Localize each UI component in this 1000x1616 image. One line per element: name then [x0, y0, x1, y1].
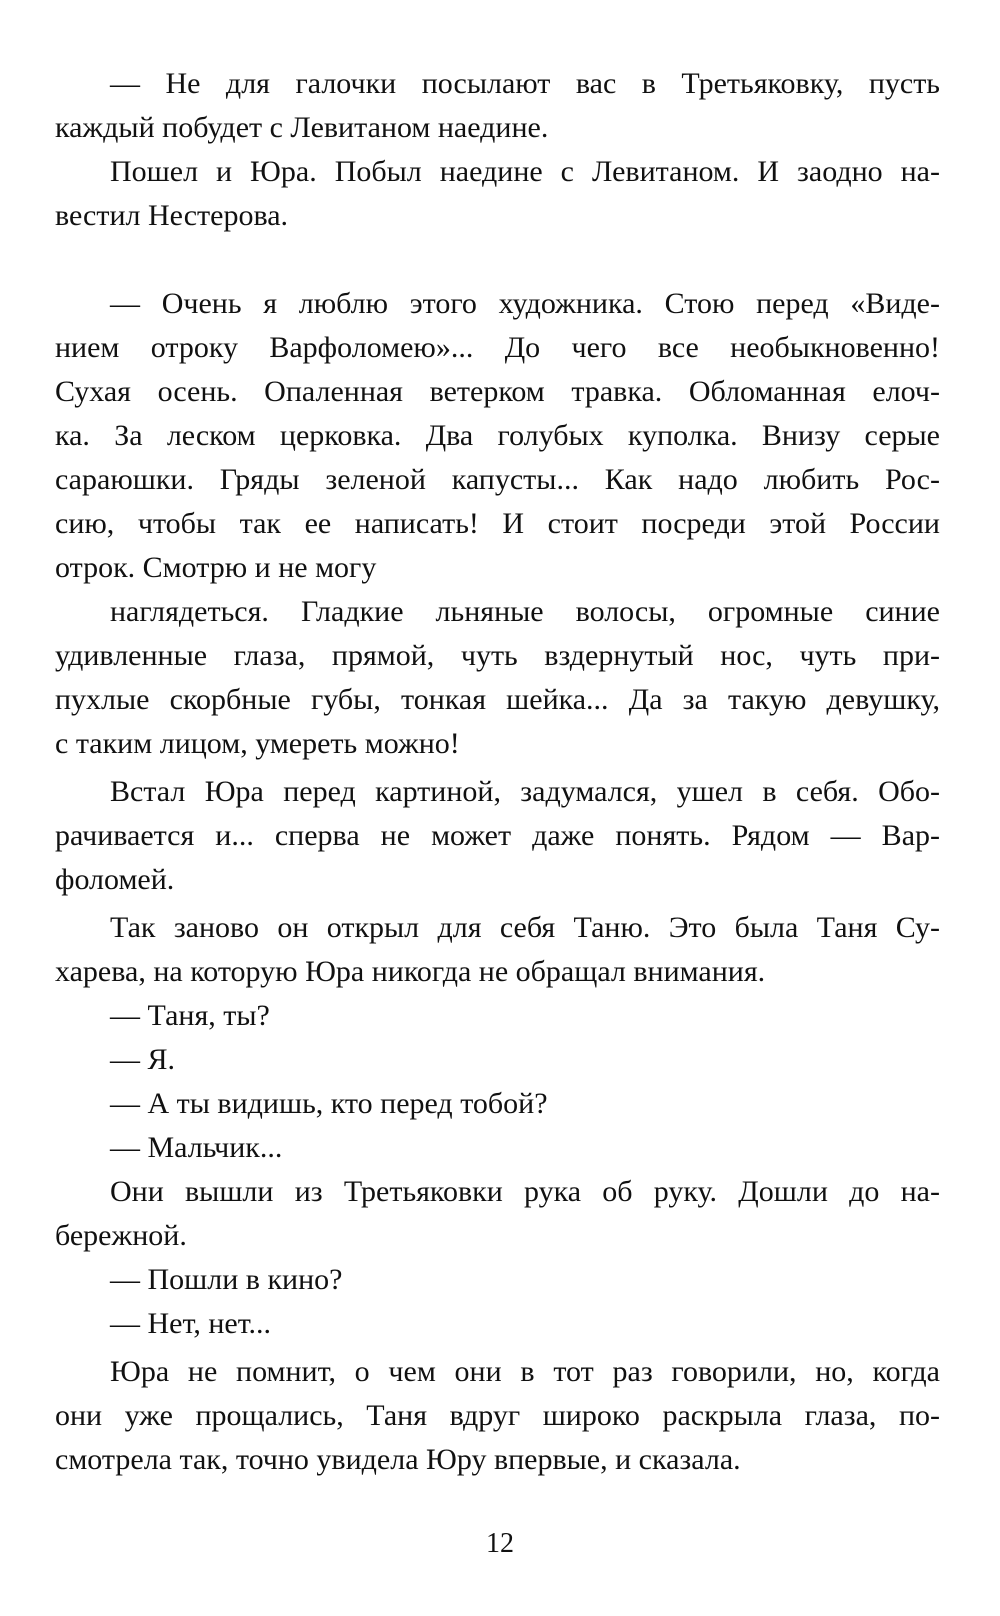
page-number: 12: [486, 1528, 514, 1559]
text-line: — Нет, нет...: [110, 1307, 272, 1340]
text-line: Сухая осень. Опаленная ветерком травка. Обломанная елоч-: [55, 375, 940, 408]
text-line: — Очень я люблю этого художника. Стою перед «Виде-: [110, 287, 940, 320]
text-line: удивленные глаза, прямой, чуть вздернутый нос, чуть при-: [55, 639, 940, 672]
text-line: Юра не помнит, о чем они в тот раз говорили, но, когда: [110, 1355, 940, 1388]
text-line: — А ты видишь, кто перед тобой?: [110, 1087, 548, 1120]
text-line: нием отроку Варфоломею»... До чего все необыкновенно!: [55, 331, 940, 364]
text-line: сию, чтобы так ее написать! И стоит посреди этой России: [55, 507, 940, 540]
text-line: — Пошли в кино?: [110, 1263, 343, 1296]
text-line: с таким лицом, умереть можно!: [55, 727, 460, 760]
text-line: смотрела так, точно увидела Юру впервые, и сказала.: [55, 1443, 741, 1476]
text-line: вестил Нестерова.: [55, 199, 289, 232]
text-line: ка. За леском церковка. Два голубых куполка. Внизу серые: [55, 419, 940, 452]
text-line: — Таня, ты?: [110, 999, 270, 1032]
text-line: Так заново он открыл для себя Таню. Это была Таня Су-: [110, 911, 940, 944]
text-line: Встал Юра перед картиной, задумался, ушел в себя. Обо-: [110, 775, 940, 808]
text-line: — Мальчик...: [110, 1131, 283, 1164]
text-line: отрок. Смотрю и не могу: [55, 551, 377, 584]
text-line: — Я.: [110, 1043, 176, 1076]
text-line: Пошел и Юра. Побыл наедине с Левитаном. И заодно на-: [110, 155, 940, 188]
text-line: харева, на которую Юра никогда не обращал внимания.: [55, 955, 766, 988]
text-line: они уже прощались, Таня вдруг широко раскрыла глаза, по-: [55, 1399, 940, 1432]
text-line: сараюшки. Гряды зеленой капусты... Как надо любить Рос-: [55, 463, 940, 496]
text-line: каждый побудет с Левитаном наедине.: [55, 111, 549, 144]
text-line: бережной.: [55, 1219, 187, 1252]
text-line: Они вышли из Третьяковки рука об руку. Дошли до на-: [110, 1175, 940, 1208]
text-line: — Не для галочки посылают вас в Третьяковку, пусть: [110, 67, 940, 100]
text-line: наглядеться. Гладкие льняные волосы, огромные синие: [110, 595, 940, 628]
text-line: пухлые скорбные губы, тонкая шейка... Да за такую девушку,: [55, 683, 940, 716]
text-line: фоломей.: [55, 863, 175, 896]
text-line: рачивается и... сперва не может даже понять. Рядом — Вар-: [55, 819, 940, 852]
